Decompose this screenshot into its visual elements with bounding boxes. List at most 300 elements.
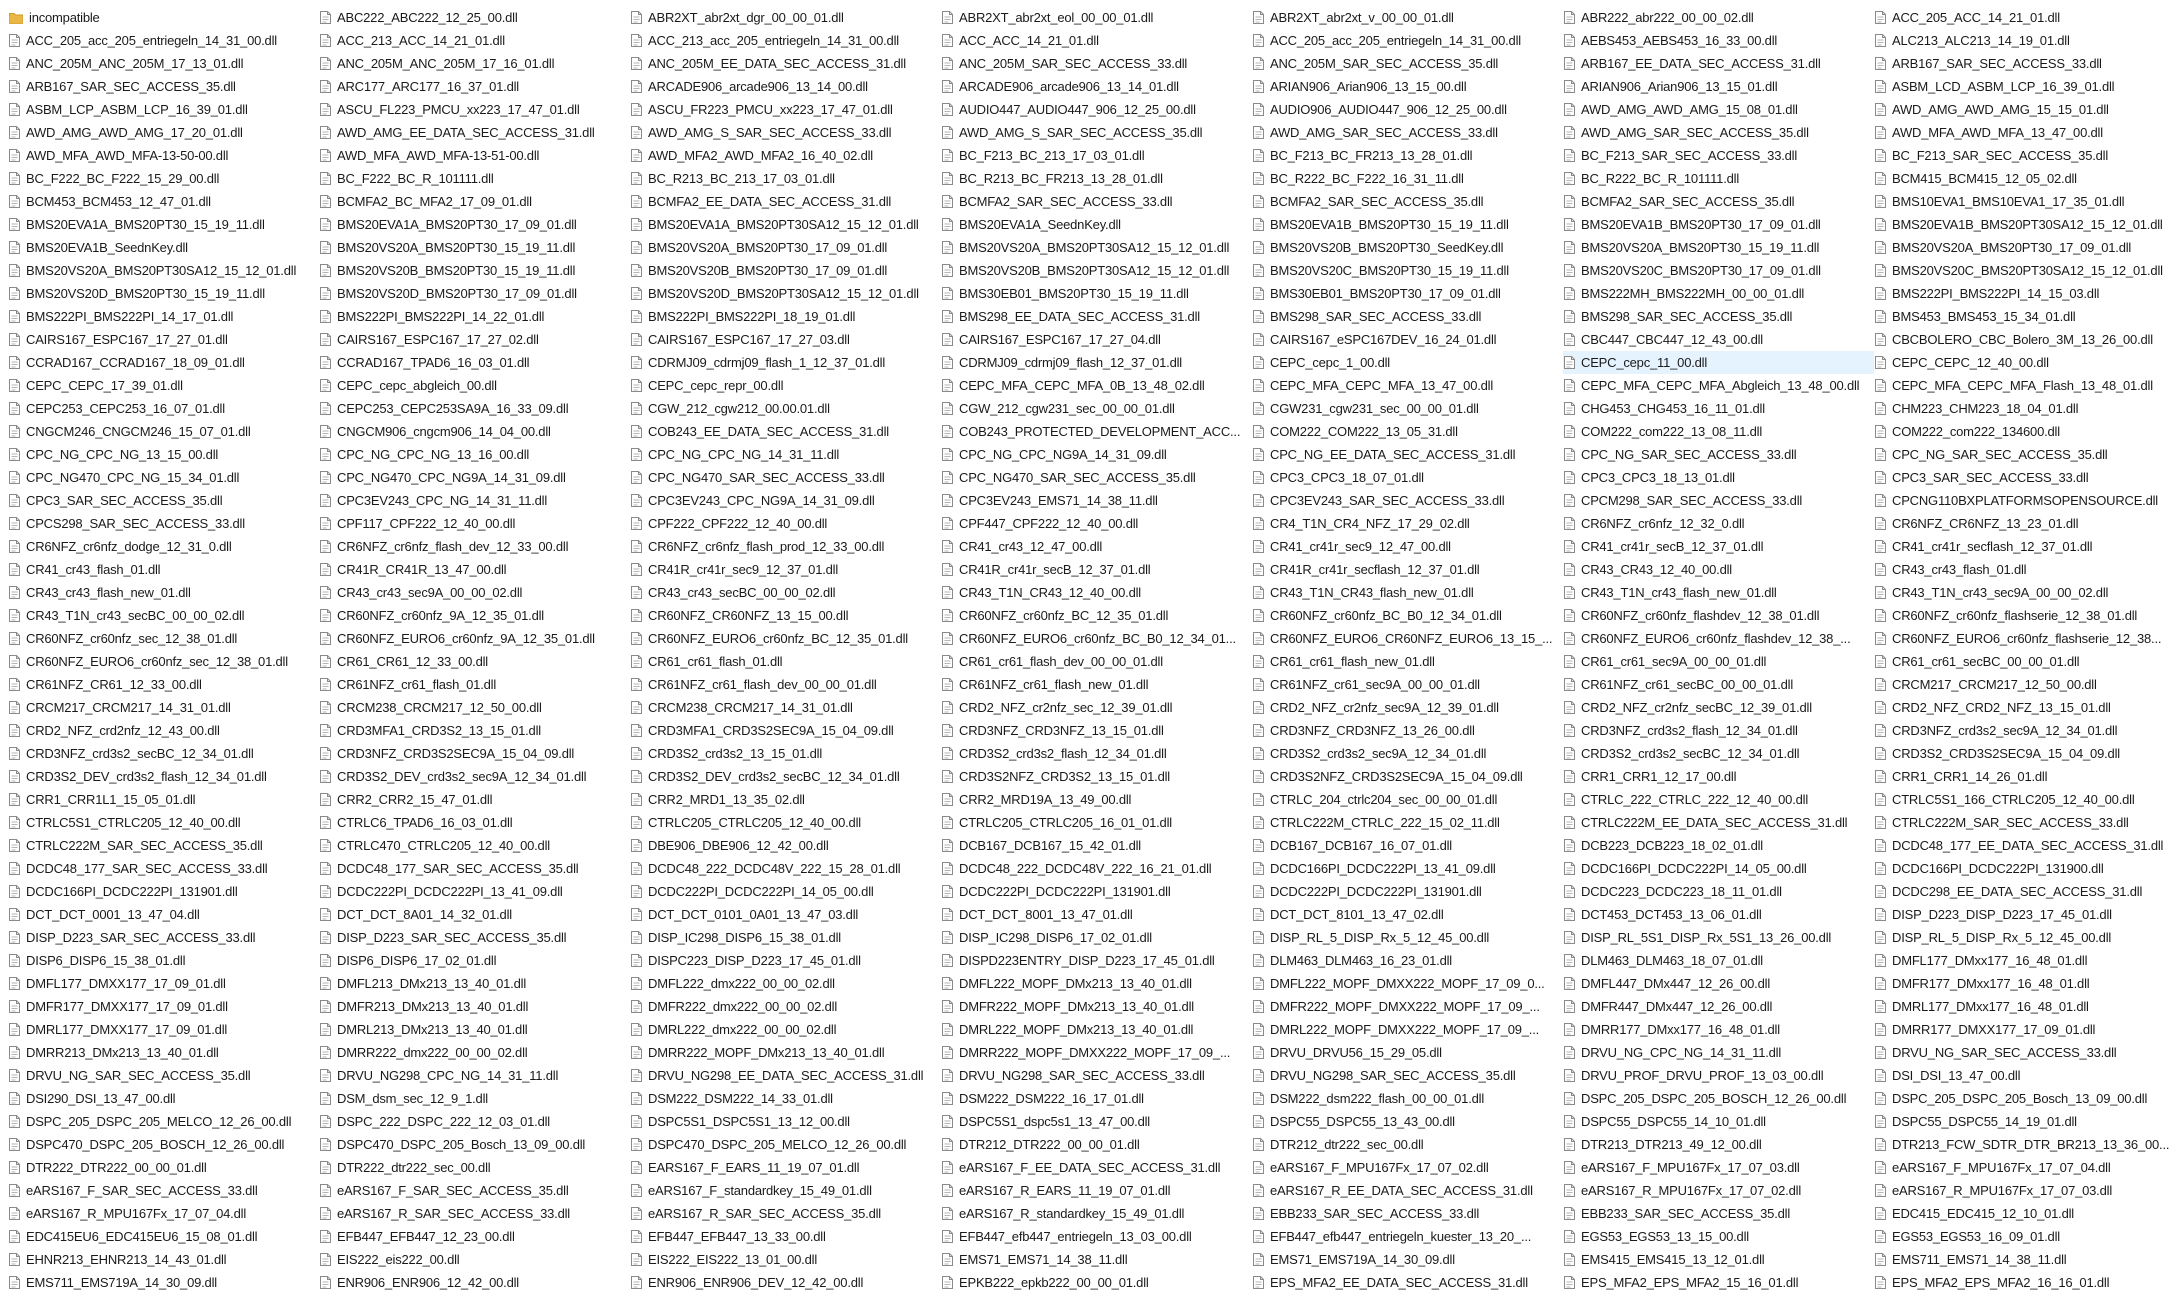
file-item[interactable] <box>319 1133 630 1156</box>
file-item[interactable] <box>1252 190 1563 213</box>
file-item[interactable] <box>8 29 319 52</box>
file-item[interactable] <box>630 397 941 420</box>
file-item[interactable] <box>1563 558 1874 581</box>
file-item[interactable] <box>8 420 319 443</box>
file-item[interactable] <box>1874 374 2177 397</box>
file-item[interactable] <box>1252 75 1563 98</box>
file-item[interactable] <box>8 213 319 236</box>
file-item[interactable] <box>941 213 1252 236</box>
file-item[interactable] <box>1252 374 1563 397</box>
file-item[interactable] <box>941 351 1252 374</box>
file-item[interactable] <box>1252 558 1563 581</box>
file-item[interactable] <box>1563 29 1874 52</box>
file-item[interactable] <box>8 627 319 650</box>
file-item[interactable] <box>1252 1225 1563 1248</box>
file-item[interactable] <box>941 1156 1252 1179</box>
file-item[interactable] <box>8 1133 319 1156</box>
file-item[interactable] <box>1563 466 1874 489</box>
file-item[interactable] <box>1563 351 1874 374</box>
file-item[interactable] <box>8 512 319 535</box>
file-item[interactable] <box>319 52 630 75</box>
file-item[interactable] <box>941 1179 1252 1202</box>
file-item[interactable] <box>8 1202 319 1225</box>
file-item[interactable] <box>941 1271 1252 1290</box>
file-item[interactable] <box>1252 121 1563 144</box>
file-item[interactable] <box>941 581 1252 604</box>
file-item[interactable] <box>630 742 941 765</box>
file-item[interactable] <box>8 1271 319 1290</box>
file-item[interactable] <box>1252 29 1563 52</box>
file-item[interactable] <box>319 788 630 811</box>
file-item[interactable] <box>1252 167 1563 190</box>
file-item[interactable] <box>319 581 630 604</box>
file-item[interactable] <box>1563 880 1874 903</box>
file-item[interactable] <box>8 995 319 1018</box>
file-item[interactable] <box>630 1179 941 1202</box>
file-item[interactable] <box>941 6 1252 29</box>
file-item[interactable] <box>1874 857 2177 880</box>
file-item[interactable] <box>1563 512 1874 535</box>
file-item[interactable] <box>8 52 319 75</box>
file-item[interactable] <box>1874 121 2177 144</box>
file-item[interactable] <box>1563 1179 1874 1202</box>
file-item[interactable] <box>319 6 630 29</box>
file-item[interactable] <box>941 1133 1252 1156</box>
file-item[interactable] <box>319 719 630 742</box>
file-item[interactable] <box>630 1271 941 1290</box>
file-item[interactable] <box>941 1225 1252 1248</box>
file-item[interactable] <box>319 834 630 857</box>
file-item[interactable] <box>1252 443 1563 466</box>
file-item[interactable] <box>1874 1087 2177 1110</box>
file-item[interactable] <box>630 305 941 328</box>
file-item[interactable] <box>1563 190 1874 213</box>
file-item[interactable] <box>1252 328 1563 351</box>
file-item[interactable] <box>1563 949 1874 972</box>
file-item[interactable] <box>319 443 630 466</box>
file-item[interactable] <box>1252 1018 1563 1041</box>
file-item[interactable] <box>1252 98 1563 121</box>
file-item[interactable] <box>319 213 630 236</box>
file-item[interactable] <box>1874 6 2177 29</box>
file-item[interactable] <box>630 811 941 834</box>
file-item[interactable] <box>8 1110 319 1133</box>
file-item[interactable] <box>1252 259 1563 282</box>
file-item[interactable] <box>8 903 319 926</box>
file-item[interactable] <box>630 98 941 121</box>
file-item[interactable] <box>941 834 1252 857</box>
file-item[interactable] <box>1252 282 1563 305</box>
file-item[interactable] <box>630 1110 941 1133</box>
file-item[interactable] <box>941 880 1252 903</box>
file-item[interactable] <box>319 1271 630 1290</box>
file-item[interactable] <box>1252 627 1563 650</box>
file-item[interactable] <box>1252 466 1563 489</box>
file-item[interactable] <box>8 696 319 719</box>
file-item[interactable] <box>319 1041 630 1064</box>
file-item[interactable] <box>941 811 1252 834</box>
file-item[interactable] <box>1252 972 1563 995</box>
file-item[interactable] <box>1874 98 2177 121</box>
file-item[interactable] <box>1252 213 1563 236</box>
file-item[interactable] <box>319 1248 630 1271</box>
file-item[interactable] <box>319 604 630 627</box>
file-item[interactable] <box>1874 788 2177 811</box>
file-item[interactable] <box>630 512 941 535</box>
file-item[interactable] <box>941 167 1252 190</box>
file-item[interactable] <box>1874 1156 2177 1179</box>
file-item[interactable] <box>941 604 1252 627</box>
file-item[interactable] <box>1563 489 1874 512</box>
file-item[interactable] <box>630 857 941 880</box>
file-item[interactable] <box>630 949 941 972</box>
file-item[interactable] <box>1252 880 1563 903</box>
file-item[interactable] <box>1874 811 2177 834</box>
file-item[interactable] <box>8 1248 319 1271</box>
file-item[interactable] <box>1252 236 1563 259</box>
file-item[interactable] <box>8 397 319 420</box>
file-item[interactable] <box>1252 903 1563 926</box>
file-item[interactable] <box>319 121 630 144</box>
file-item[interactable] <box>1874 765 2177 788</box>
file-item[interactable] <box>630 880 941 903</box>
file-item[interactable] <box>1563 167 1874 190</box>
file-item[interactable] <box>1874 1110 2177 1133</box>
file-item[interactable] <box>1252 305 1563 328</box>
file-item[interactable] <box>941 397 1252 420</box>
file-item[interactable] <box>1252 742 1563 765</box>
file-item[interactable] <box>630 1248 941 1271</box>
file-item[interactable] <box>630 75 941 98</box>
file-item[interactable] <box>1563 397 1874 420</box>
file-item[interactable] <box>319 236 630 259</box>
file-item[interactable] <box>1252 489 1563 512</box>
file-item[interactable] <box>630 788 941 811</box>
file-item[interactable] <box>1252 650 1563 673</box>
file-item[interactable] <box>1252 995 1563 1018</box>
file-item[interactable] <box>1252 581 1563 604</box>
file-item[interactable] <box>941 719 1252 742</box>
file-item[interactable] <box>1874 558 2177 581</box>
file-item[interactable] <box>8 765 319 788</box>
file-item[interactable] <box>1563 995 1874 1018</box>
file-item[interactable] <box>1874 489 2177 512</box>
file-item[interactable] <box>1563 811 1874 834</box>
file-item[interactable] <box>1563 1156 1874 1179</box>
file-item[interactable] <box>8 972 319 995</box>
file-item[interactable] <box>941 765 1252 788</box>
file-item[interactable] <box>1252 857 1563 880</box>
file-item[interactable] <box>1563 903 1874 926</box>
file-item[interactable] <box>630 420 941 443</box>
file-item[interactable] <box>1874 75 2177 98</box>
file-item[interactable] <box>630 719 941 742</box>
file-item[interactable] <box>8 121 319 144</box>
file-item[interactable] <box>319 627 630 650</box>
file-item[interactable] <box>319 489 630 512</box>
file-item[interactable] <box>1874 29 2177 52</box>
file-item[interactable] <box>1252 397 1563 420</box>
file-item[interactable] <box>941 857 1252 880</box>
file-item[interactable] <box>8 788 319 811</box>
file-item[interactable] <box>941 1018 1252 1041</box>
file-item[interactable] <box>941 374 1252 397</box>
file-item[interactable] <box>1563 719 1874 742</box>
file-item[interactable] <box>319 880 630 903</box>
file-item[interactable] <box>630 696 941 719</box>
file-item[interactable] <box>941 1202 1252 1225</box>
file-item[interactable] <box>1874 52 2177 75</box>
file-item[interactable] <box>630 765 941 788</box>
file-item[interactable] <box>8 190 319 213</box>
file-item[interactable] <box>319 1202 630 1225</box>
file-item[interactable] <box>1563 1271 1874 1290</box>
file-item[interactable] <box>1563 972 1874 995</box>
file-item[interactable] <box>1874 903 2177 926</box>
file-item[interactable] <box>8 466 319 489</box>
file-item[interactable] <box>630 903 941 926</box>
file-item[interactable] <box>1563 1041 1874 1064</box>
file-item[interactable] <box>1874 1225 2177 1248</box>
file-item[interactable] <box>1252 351 1563 374</box>
file-item[interactable] <box>1874 949 2177 972</box>
file-item[interactable] <box>941 535 1252 558</box>
file-item[interactable] <box>319 811 630 834</box>
file-item[interactable] <box>319 949 630 972</box>
file-item[interactable] <box>1874 926 2177 949</box>
file-item[interactable] <box>941 144 1252 167</box>
file-item[interactable] <box>319 535 630 558</box>
file-item[interactable] <box>8 443 319 466</box>
file-item[interactable] <box>941 1064 1252 1087</box>
file-item[interactable] <box>1252 926 1563 949</box>
file-item[interactable] <box>941 696 1252 719</box>
file-item[interactable] <box>630 627 941 650</box>
file-item[interactable] <box>941 121 1252 144</box>
file-item[interactable] <box>319 351 630 374</box>
file-item[interactable] <box>1252 144 1563 167</box>
file-item[interactable] <box>941 673 1252 696</box>
file-item[interactable] <box>941 949 1252 972</box>
file-item[interactable] <box>941 236 1252 259</box>
file-item[interactable] <box>8 857 319 880</box>
file-item[interactable] <box>941 742 1252 765</box>
file-item[interactable] <box>1252 696 1563 719</box>
file-item[interactable] <box>1252 673 1563 696</box>
file-item[interactable] <box>1874 535 2177 558</box>
file-item[interactable] <box>630 604 941 627</box>
file-item[interactable] <box>941 995 1252 1018</box>
file-item[interactable] <box>630 972 941 995</box>
file-item[interactable] <box>941 1110 1252 1133</box>
file-item[interactable] <box>1874 1064 2177 1087</box>
file-item[interactable] <box>8 1087 319 1110</box>
file-item[interactable] <box>1252 6 1563 29</box>
file-item[interactable] <box>630 374 941 397</box>
file-item[interactable] <box>1874 1179 2177 1202</box>
file-item[interactable] <box>8 834 319 857</box>
file-item[interactable] <box>1563 52 1874 75</box>
file-item[interactable] <box>319 29 630 52</box>
file-item[interactable] <box>941 512 1252 535</box>
file-item[interactable] <box>630 190 941 213</box>
file-item[interactable] <box>1563 581 1874 604</box>
file-item[interactable] <box>319 1018 630 1041</box>
file-item[interactable] <box>1563 144 1874 167</box>
file-item[interactable] <box>319 512 630 535</box>
file-item[interactable] <box>319 305 630 328</box>
file-item[interactable] <box>1874 719 2177 742</box>
file-item[interactable] <box>941 627 1252 650</box>
file-item[interactable] <box>8 98 319 121</box>
file-item[interactable] <box>8 558 319 581</box>
file-item[interactable] <box>1563 305 1874 328</box>
file-item[interactable] <box>1563 696 1874 719</box>
file-item[interactable] <box>1563 328 1874 351</box>
file-item[interactable] <box>8 926 319 949</box>
file-item[interactable] <box>1563 1202 1874 1225</box>
file-item[interactable] <box>630 1018 941 1041</box>
file-item[interactable] <box>1874 282 2177 305</box>
folder-item[interactable] <box>8 6 319 29</box>
file-item[interactable] <box>1252 949 1563 972</box>
file-item[interactable] <box>1874 696 2177 719</box>
file-item[interactable] <box>630 6 941 29</box>
file-item[interactable] <box>630 558 941 581</box>
file-item[interactable] <box>8 75 319 98</box>
file-item[interactable] <box>941 1248 1252 1271</box>
file-item[interactable] <box>941 972 1252 995</box>
file-item[interactable] <box>1252 719 1563 742</box>
file-item[interactable] <box>319 75 630 98</box>
file-item[interactable] <box>1874 328 2177 351</box>
file-item[interactable] <box>1252 1064 1563 1087</box>
file-item[interactable] <box>1252 1110 1563 1133</box>
file-item[interactable] <box>1252 1133 1563 1156</box>
file-item[interactable] <box>8 282 319 305</box>
file-item[interactable] <box>1563 1064 1874 1087</box>
file-item[interactable] <box>8 604 319 627</box>
file-item[interactable] <box>630 328 941 351</box>
file-item[interactable] <box>630 144 941 167</box>
file-item[interactable] <box>941 420 1252 443</box>
file-item[interactable] <box>941 98 1252 121</box>
file-item[interactable] <box>1874 650 2177 673</box>
file-item[interactable] <box>1874 351 2177 374</box>
file-item[interactable] <box>1563 604 1874 627</box>
file-item[interactable] <box>1874 627 2177 650</box>
file-item[interactable] <box>319 1087 630 1110</box>
file-item[interactable] <box>630 1087 941 1110</box>
file-item[interactable] <box>941 75 1252 98</box>
file-item[interactable] <box>941 650 1252 673</box>
file-item[interactable] <box>1252 788 1563 811</box>
file-item[interactable] <box>630 489 941 512</box>
file-item[interactable] <box>941 443 1252 466</box>
file-item[interactable] <box>1252 1179 1563 1202</box>
file-item[interactable] <box>941 1087 1252 1110</box>
file-item[interactable] <box>319 765 630 788</box>
file-item[interactable] <box>1874 1041 2177 1064</box>
file-item[interactable] <box>630 995 941 1018</box>
file-item[interactable] <box>1874 190 2177 213</box>
file-item[interactable] <box>8 1064 319 1087</box>
file-item[interactable] <box>8 305 319 328</box>
file-item[interactable] <box>941 489 1252 512</box>
file-item[interactable] <box>1563 857 1874 880</box>
file-item[interactable] <box>1252 512 1563 535</box>
file-item[interactable] <box>630 834 941 857</box>
file-item[interactable] <box>8 880 319 903</box>
file-item[interactable] <box>319 857 630 880</box>
file-item[interactable] <box>8 1018 319 1041</box>
file-item[interactable] <box>1874 880 2177 903</box>
file-item[interactable] <box>630 1156 941 1179</box>
file-item[interactable] <box>319 903 630 926</box>
file-item[interactable] <box>1563 1087 1874 1110</box>
file-item[interactable] <box>1252 604 1563 627</box>
file-item[interactable] <box>319 282 630 305</box>
file-item[interactable] <box>1874 466 2177 489</box>
file-item[interactable] <box>1874 1202 2177 1225</box>
file-item[interactable] <box>1252 420 1563 443</box>
file-item[interactable] <box>319 466 630 489</box>
file-item[interactable] <box>319 972 630 995</box>
file-item[interactable] <box>1874 512 2177 535</box>
file-item[interactable] <box>1874 397 2177 420</box>
file-item[interactable] <box>630 259 941 282</box>
file-item[interactable] <box>1563 1018 1874 1041</box>
file-item[interactable] <box>630 1064 941 1087</box>
file-item[interactable] <box>319 374 630 397</box>
file-item[interactable] <box>1563 673 1874 696</box>
file-item[interactable] <box>1563 259 1874 282</box>
file-item[interactable] <box>319 673 630 696</box>
file-item[interactable] <box>630 1133 941 1156</box>
file-item[interactable] <box>1563 742 1874 765</box>
file-item[interactable] <box>8 1041 319 1064</box>
file-item[interactable] <box>1874 1133 2177 1156</box>
file-item[interactable] <box>319 1225 630 1248</box>
file-item[interactable] <box>319 696 630 719</box>
file-item[interactable] <box>630 52 941 75</box>
file-item[interactable] <box>630 581 941 604</box>
file-item[interactable] <box>1874 443 2177 466</box>
file-item[interactable] <box>1874 305 2177 328</box>
file-item[interactable] <box>1563 1225 1874 1248</box>
file-item[interactable] <box>1874 581 2177 604</box>
file-item[interactable] <box>941 52 1252 75</box>
file-item[interactable] <box>319 1156 630 1179</box>
file-item[interactable] <box>941 328 1252 351</box>
file-item[interactable] <box>8 351 319 374</box>
file-item[interactable] <box>1874 420 2177 443</box>
file-item[interactable] <box>8 1179 319 1202</box>
file-item[interactable] <box>319 995 630 1018</box>
file-item[interactable] <box>8 259 319 282</box>
file-item[interactable] <box>8 1156 319 1179</box>
file-item[interactable] <box>941 466 1252 489</box>
file-item[interactable] <box>1252 1041 1563 1064</box>
file-item[interactable] <box>630 282 941 305</box>
file-item[interactable] <box>8 167 319 190</box>
file-item[interactable] <box>630 443 941 466</box>
file-item[interactable] <box>319 167 630 190</box>
file-item[interactable] <box>630 673 941 696</box>
file-item[interactable] <box>1563 535 1874 558</box>
file-item[interactable] <box>1874 834 2177 857</box>
file-item[interactable] <box>1252 811 1563 834</box>
